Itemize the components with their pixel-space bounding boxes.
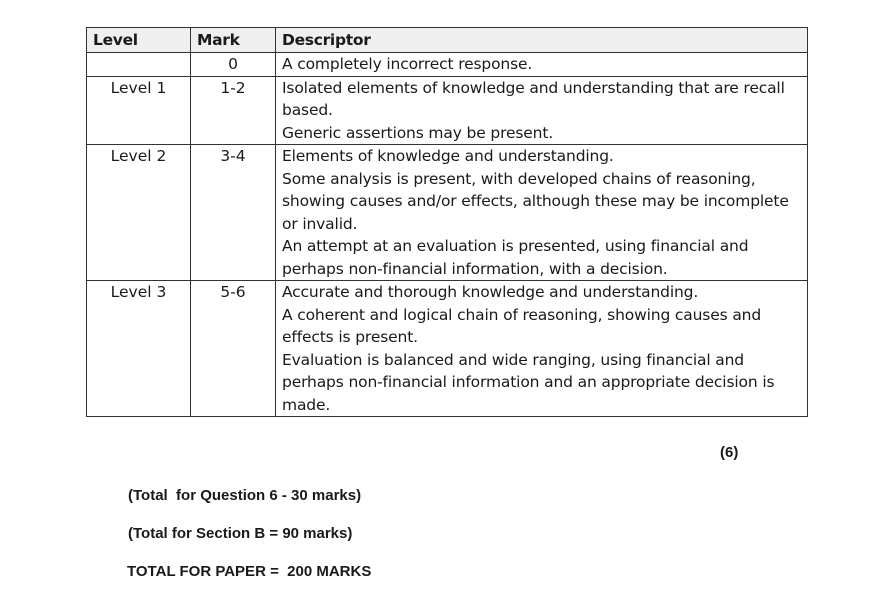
descriptor-line: Elements of knowledge and understanding. bbox=[282, 147, 614, 165]
table-header-row bbox=[87, 28, 808, 53]
level-cell: Level 3 bbox=[87, 281, 191, 417]
level-cell bbox=[87, 53, 191, 77]
table-row bbox=[87, 145, 808, 281]
descriptor-line: Accurate and thorough knowledge and understanding. bbox=[282, 283, 699, 301]
mark-cell: 0 bbox=[191, 53, 276, 77]
descriptor-line: Some analysis is present, with developed chains of reasoning, showing causes and/or effects, although these may be incomplete or invalid. bbox=[282, 169, 789, 233]
descriptor-cell bbox=[276, 281, 808, 417]
descriptor-line: Isolated elements of knowledge and understanding that are recall based. bbox=[282, 78, 785, 119]
descriptor-line: An attempt at an evaluation is presented, using financial and perhaps non-financial information, with a decision. bbox=[282, 237, 749, 278]
descriptor-cell bbox=[276, 53, 808, 77]
question-total: (Total for Question 6 - 30 marks) bbox=[128, 487, 362, 504]
table-row bbox=[87, 53, 808, 77]
level-cell: Level 2 bbox=[87, 145, 191, 281]
level-cell: Level 1 bbox=[87, 76, 191, 145]
levels-mark-scheme-table bbox=[86, 27, 808, 417]
descriptor-cell bbox=[276, 145, 808, 281]
descriptor-line: A completely incorrect response. bbox=[282, 55, 533, 73]
table-row bbox=[87, 76, 808, 145]
header-level: Level bbox=[87, 28, 191, 53]
paper-total: TOTAL FOR PAPER = 200 MARKS bbox=[127, 563, 372, 580]
table-row bbox=[87, 281, 808, 417]
section-total: (Total for Section B = 90 marks) bbox=[128, 525, 353, 542]
header-descriptor: Descriptor bbox=[276, 28, 808, 53]
descriptor-line: A coherent and logical chain of reasoning, showing causes and effects is present. bbox=[282, 305, 762, 346]
mark-cell: 1-2 bbox=[191, 76, 276, 145]
descriptor-line: Generic assertions may be present. bbox=[282, 123, 554, 142]
question-marks-label: (6) bbox=[720, 444, 739, 461]
mark-cell: 3-4 bbox=[191, 145, 276, 281]
descriptor-cell bbox=[276, 76, 808, 145]
mark-cell: 5-6 bbox=[191, 281, 276, 417]
descriptor-line: Evaluation is balanced and wide ranging, using financial and perhaps non-financial information and an appropriate decision is made. bbox=[282, 350, 775, 414]
header-mark: Mark bbox=[191, 28, 276, 53]
